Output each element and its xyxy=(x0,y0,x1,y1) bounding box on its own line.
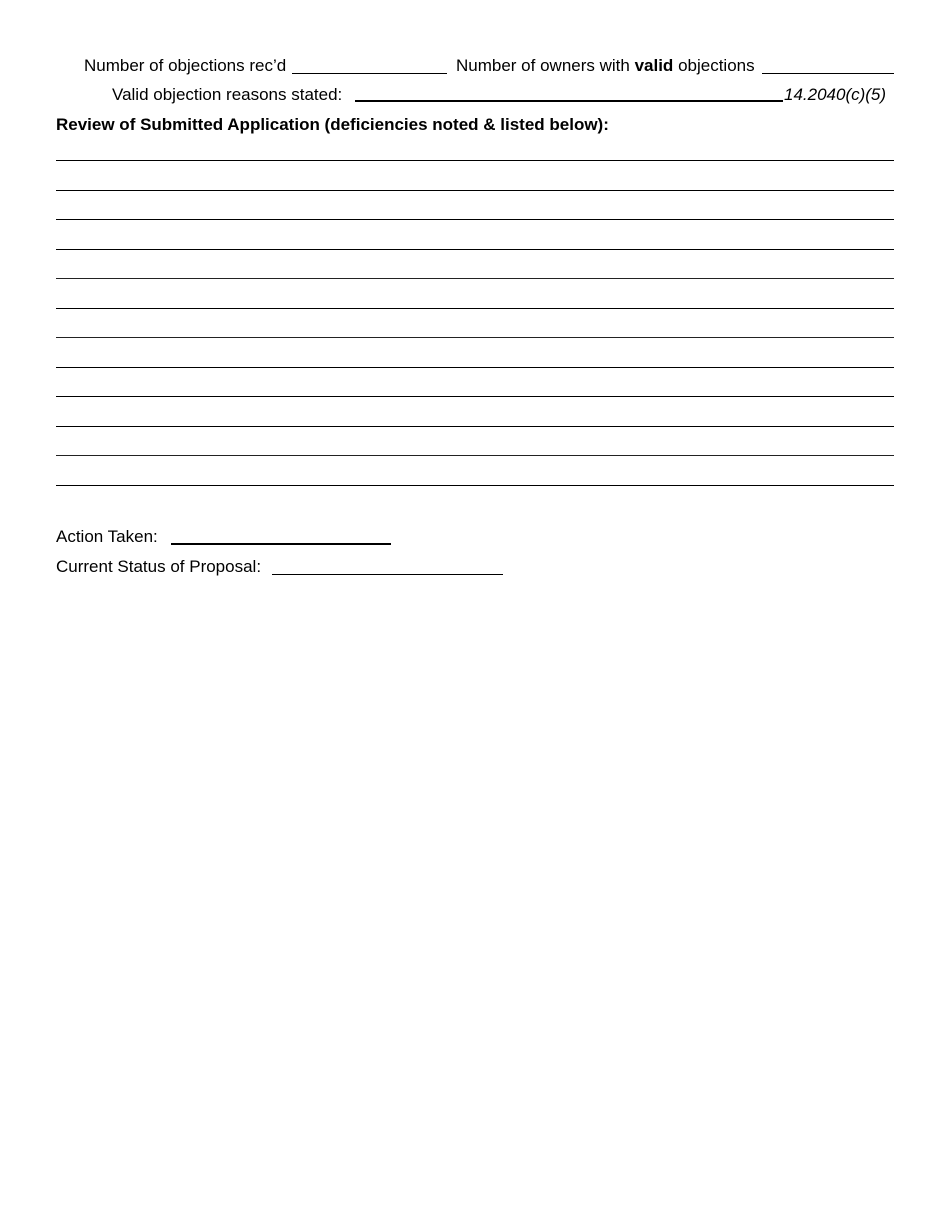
review-heading: Review of Submitted Application (deficiencies noted & listed below): xyxy=(56,115,609,134)
deficiency-line[interactable] xyxy=(56,455,894,456)
action-taken-field[interactable] xyxy=(171,543,391,545)
current-status-field[interactable] xyxy=(272,574,503,575)
valid-owners-field[interactable] xyxy=(762,73,894,74)
deficiency-line[interactable] xyxy=(56,190,894,191)
valid-owners-label-post: objections xyxy=(678,56,755,75)
deficiency-line[interactable] xyxy=(56,396,894,397)
action-taken-label: Action Taken: xyxy=(56,527,158,546)
deficiency-line[interactable] xyxy=(56,337,894,338)
deficiency-line[interactable] xyxy=(56,278,894,279)
objection-reasons-label: Valid objection reasons stated: xyxy=(112,85,343,104)
deficiency-line[interactable] xyxy=(56,485,894,486)
objection-reasons-field[interactable] xyxy=(355,100,783,102)
statute-citation: 14.2040(c)(5) xyxy=(784,85,887,104)
current-status-label: Current Status of Proposal: xyxy=(56,557,262,576)
valid-owners-label xyxy=(456,56,755,76)
deficiency-line[interactable] xyxy=(56,426,894,427)
deficiency-line[interactable] xyxy=(56,367,894,368)
deficiency-line[interactable] xyxy=(56,219,894,220)
deficiency-line[interactable] xyxy=(56,249,894,250)
deficiency-line[interactable] xyxy=(56,160,894,161)
valid-owners-label-pre: Number of owners with xyxy=(456,56,630,75)
valid-owners-label-bold: valid xyxy=(634,56,674,75)
objections-received-field[interactable] xyxy=(292,73,447,74)
deficiency-line[interactable] xyxy=(56,308,894,309)
objections-received-label: Number of objections rec’d xyxy=(84,56,287,75)
